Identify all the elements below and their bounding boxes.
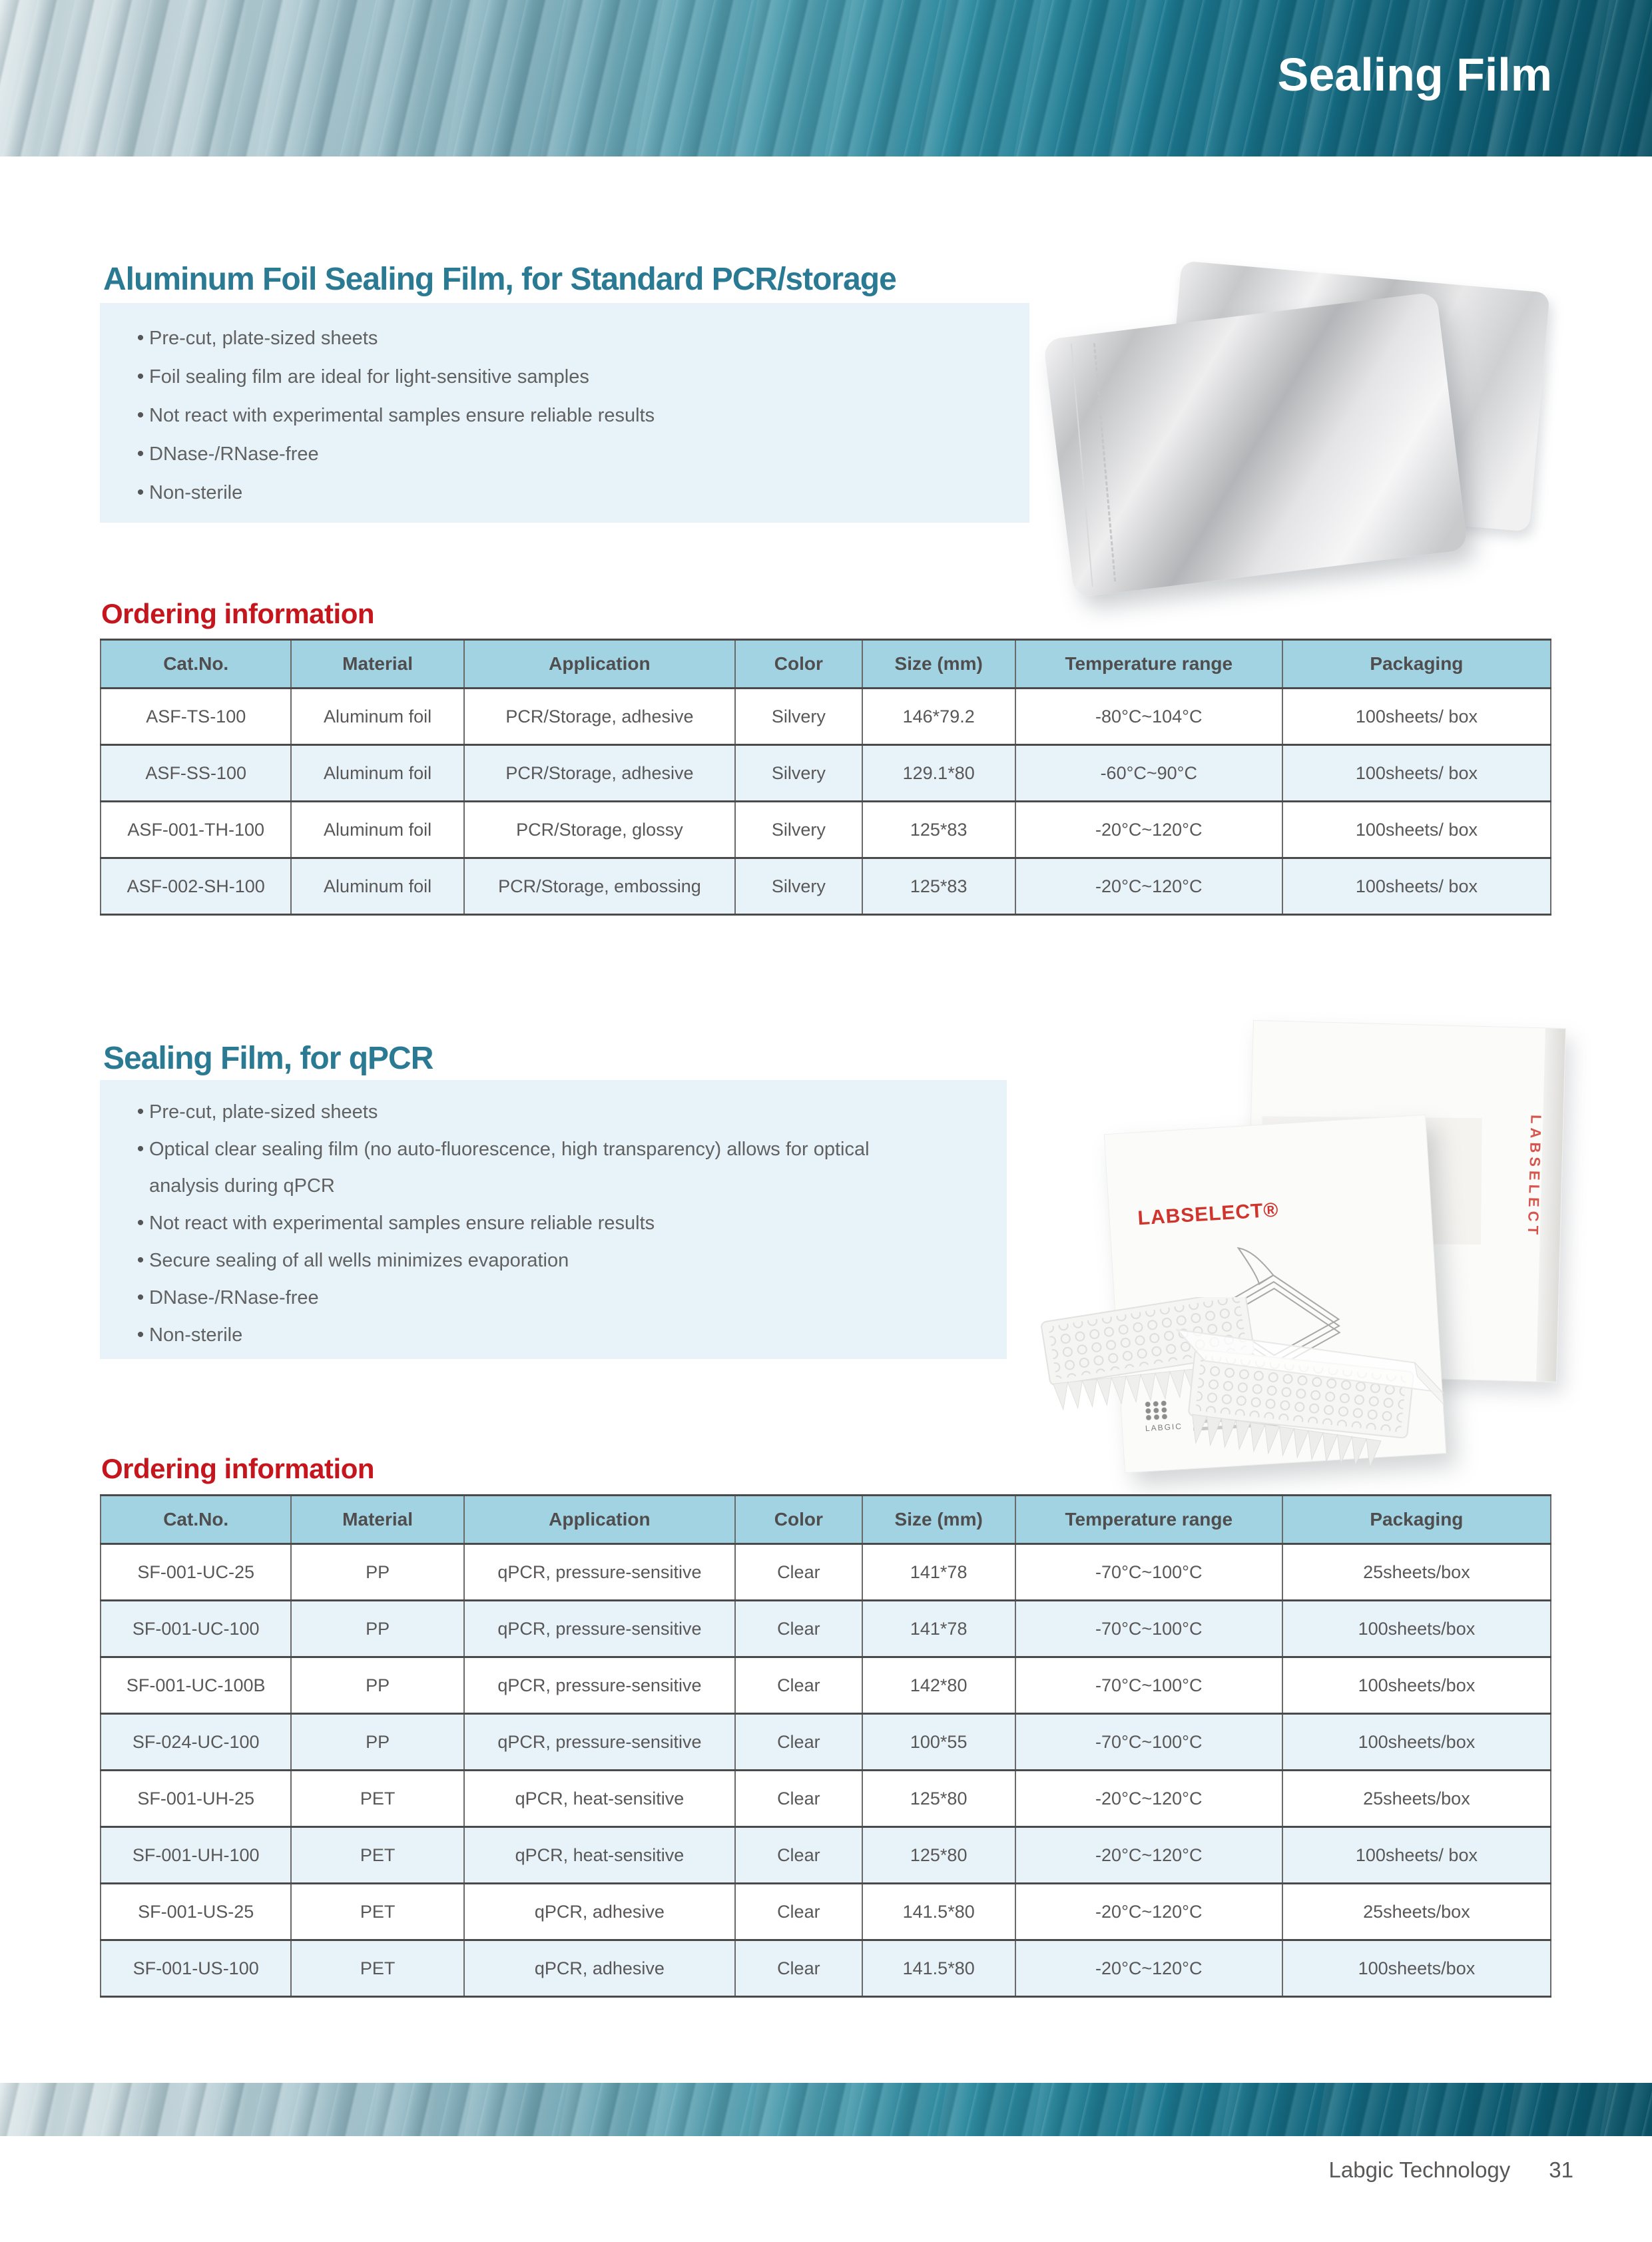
foil-crimp-dashed-line [1093,343,1116,581]
table-cell: -20°C~120°C [1015,1771,1282,1827]
table-cell: SF-001-UC-100 [101,1601,291,1657]
table-cell: SF-001-UH-25 [101,1771,291,1827]
table-cell: Clear [735,1714,862,1771]
section-heading-qpcr: Sealing Film, for qPCR [103,1040,433,1076]
table-cell: 100*55 [862,1714,1015,1771]
table-cell: qPCR, heat-sensitive [464,1771,735,1827]
table-cell: Aluminum foil [291,745,463,802]
feature-text: Pre-cut, plate-sized sheets [149,1101,378,1123]
column-header: Packaging [1282,1496,1551,1544]
feature-list-aluminum-foil [100,303,1029,523]
table-cell: 125*80 [862,1771,1015,1827]
foil-product-image [1057,276,1553,589]
table-cell: Clear [735,1827,862,1884]
table-cell: Silvery [735,745,862,802]
ordering-heading-2: Ordering information [101,1453,374,1484]
table-cell: SF-001-UH-100 [101,1827,291,1884]
table-cell: SF-024-UC-100 [101,1714,291,1771]
table-cell: 100sheets/ box [1282,802,1551,858]
section-heading-aluminum-foil: Aluminum Foil Sealing Film, for Standard PCR/storage [103,261,896,297]
feature-item [100,1205,1007,1242]
page-header-band [0,0,1652,156]
table-row [101,1827,1551,1884]
table-cell: ASF-002-SH-100 [101,858,291,915]
footer-company-name: Labgic Technology [1328,2157,1511,2182]
table-cell: 141*78 [862,1544,1015,1601]
table-cell: 141.5*80 [862,1884,1015,1940]
page-title: Sealing Film [1277,49,1552,101]
feature-item [100,473,1029,512]
table-cell: qPCR, adhesive [464,1940,735,1997]
column-header: Packaging [1282,640,1551,689]
table-cell: 25sheets/box [1282,1884,1551,1940]
table-cell: 100sheets/ box [1282,858,1551,915]
table-cell: 141.5*80 [862,1940,1015,1997]
feature-text: DNase-/RNase-free [149,1287,319,1308]
ordering-heading-1: Ordering information [101,598,374,629]
table-row [101,1601,1551,1657]
table-cell: PP [291,1544,463,1601]
table-cell: 125*83 [862,802,1015,858]
table-cell: -20°C~120°C [1015,1940,1282,1997]
table-cell: 100sheets/ box [1282,745,1551,802]
table-cell: Clear [735,1601,862,1657]
table-cell: 129.1*80 [862,745,1015,802]
column-header: Color [735,1496,862,1544]
feature-text: Pre-cut, plate-sized sheets [149,328,378,349]
qpcr-product-image [1029,1012,1648,1485]
feature-item [100,1131,1007,1205]
table-cell: SF-001-US-25 [101,1884,291,1940]
table-cell: SF-001-US-100 [101,1940,291,1997]
table-cell: SF-001-UC-25 [101,1544,291,1601]
table-cell: ASF-001-TH-100 [101,802,291,858]
table-cell: -70°C~100°C [1015,1544,1282,1601]
bullet-icon: • [137,443,144,465]
table-cell: qPCR, pressure-sensitive [464,1657,735,1714]
table-cell: qPCR, heat-sensitive [464,1827,735,1884]
table-cell: PCR/Storage, adhesive [464,689,735,745]
table-cell: Clear [735,1940,862,1997]
column-header: Temperature range [1015,640,1282,689]
table-cell: 25sheets/box [1282,1544,1551,1601]
page-footer-band [0,2083,1652,2136]
table-header-row [101,1496,1551,1544]
table-cell: PET [291,1771,463,1827]
table-cell: PET [291,1827,463,1884]
bullet-icon: • [137,404,144,426]
feature-item [100,1242,1007,1279]
column-header: Material [291,1496,463,1544]
table-cell: -20°C~120°C [1015,1827,1282,1884]
labgic-logo-text: LABGIC [1145,1421,1183,1434]
pcr-plates-image [1029,1297,1468,1490]
table-cell: qPCR, pressure-sensitive [464,1714,735,1771]
table-cell: 100sheets/ box [1282,689,1551,745]
feature-text: Not react with experimental samples ensure reliable results [149,405,655,426]
table-row [101,802,1551,858]
table-cell: -70°C~100°C [1015,1601,1282,1657]
feature-text: Non-sterile [149,1324,243,1346]
feature-item [100,1316,1007,1354]
feature-text: Optical clear sealing film (no auto-fluorescence, high transparency) allows for optical analysis during qPCR [149,1139,870,1197]
table-row [101,689,1551,745]
table-cell: 100sheets/ box [1282,1827,1551,1884]
table-cell: Clear [735,1884,862,1940]
table-cell: -70°C~100°C [1015,1714,1282,1771]
table-cell: -60°C~90°C [1015,745,1282,802]
feature-item [100,1093,1007,1131]
page-footer [1329,2157,1573,2183]
table-cell: ASF-TS-100 [101,689,291,745]
table-cell: -20°C~120°C [1015,802,1282,858]
table-cell: PP [291,1714,463,1771]
box-side-brand-label: LABSELECT [1524,1114,1545,1239]
table-cell: -70°C~100°C [1015,1657,1282,1714]
feature-item [100,396,1029,435]
table-cell: Clear [735,1657,862,1714]
column-header: Application [464,1496,735,1544]
table-cell: PP [291,1657,463,1714]
bullet-icon: • [137,366,144,388]
table-cell: ASF-SS-100 [101,745,291,802]
table-cell: qPCR, pressure-sensitive [464,1601,735,1657]
table-row [101,745,1551,802]
table-cell: 100sheets/box [1282,1714,1551,1771]
bullet-icon: • [137,481,144,503]
table-cell: Aluminum foil [291,858,463,915]
table-row [101,1544,1551,1601]
table-cell: 100sheets/box [1282,1940,1551,1997]
table-cell: PP [291,1601,463,1657]
table-row [101,1940,1551,1997]
table-cell: Clear [735,1771,862,1827]
feature-text: Secure sealing of all wells minimizes evaporation [149,1250,569,1271]
feature-item [100,435,1029,473]
table-cell: PET [291,1940,463,1997]
feature-item [100,358,1029,396]
table-cell: Aluminum foil [291,689,463,745]
ordering-table-qpcr [100,1494,1551,1998]
bullet-icon: • [137,1212,144,1234]
table-cell: PCR/Storage, glossy [464,802,735,858]
column-header: Cat.No. [101,1496,291,1544]
foil-sheet-front [1043,292,1468,598]
feature-text: DNase-/RNase-free [149,443,319,465]
table-cell: PCR/Storage, adhesive [464,745,735,802]
table-cell: SF-001-UC-100B [101,1657,291,1714]
column-header: Size (mm) [862,640,1015,689]
table-row [101,1714,1551,1771]
bullet-icon: • [137,1101,144,1123]
table-cell: 100sheets/box [1282,1657,1551,1714]
table-cell: qPCR, adhesive [464,1884,735,1940]
table-cell: -20°C~120°C [1015,858,1282,915]
table-row [101,1884,1551,1940]
footer-page-number: 31 [1549,2157,1573,2182]
table-cell: Silvery [735,802,862,858]
table-cell: Silvery [735,858,862,915]
column-header: Temperature range [1015,1496,1282,1544]
table-row [101,858,1551,915]
table-cell: -80°C~104°C [1015,689,1282,745]
table-cell: 25sheets/box [1282,1771,1551,1827]
labselect-logo: LABSELECT® [1137,1199,1280,1230]
ordering-table-aluminum-foil [100,639,1551,916]
table-cell: -20°C~120°C [1015,1884,1282,1940]
bullet-icon: • [137,1249,144,1271]
table-cell: Aluminum foil [291,802,463,858]
table-cell: qPCR, pressure-sensitive [464,1544,735,1601]
table-cell: 100sheets/box [1282,1601,1551,1657]
bullet-icon: • [137,1286,144,1308]
column-header: Material [291,640,463,689]
table-cell: 142*80 [862,1657,1015,1714]
table-cell: PCR/Storage, embossing [464,858,735,915]
table-cell: Silvery [735,689,862,745]
foil-crimp-line [1071,344,1093,587]
table-row [101,1771,1551,1827]
feature-item [100,319,1029,358]
feature-text: Not react with experimental samples ensure reliable results [149,1213,655,1234]
column-header: Size (mm) [862,1496,1015,1544]
table-cell: 146*79.2 [862,689,1015,745]
table-row [101,1657,1551,1714]
table-cell: 125*80 [862,1827,1015,1884]
table-header-row [101,640,1551,689]
table-cell: 141*78 [862,1601,1015,1657]
table-cell: 125*83 [862,858,1015,915]
column-header: Application [464,640,735,689]
column-header: Color [735,640,862,689]
feature-text: Foil sealing film are ideal for light-sensitive samples [149,366,589,388]
feature-text: Non-sterile [149,482,243,503]
bullet-icon: • [137,327,144,349]
table-cell: PET [291,1884,463,1940]
column-header: Cat.No. [101,640,291,689]
table-cell: Clear [735,1544,862,1601]
feature-item [100,1279,1007,1316]
feature-list-qpcr [100,1080,1007,1359]
bullet-icon: • [137,1138,144,1160]
bullet-icon: • [137,1324,144,1346]
